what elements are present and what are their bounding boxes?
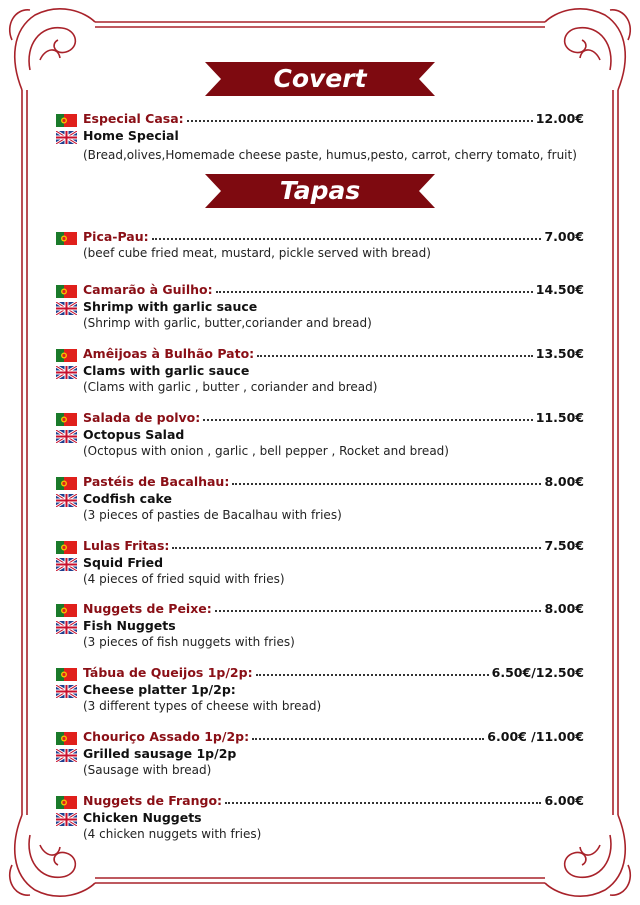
item-name-pt: Nuggets de Frango: xyxy=(83,793,223,808)
dot-leader xyxy=(232,483,541,485)
item-name-en: Home Special xyxy=(83,128,179,143)
item-portuguese-line xyxy=(56,345,584,362)
item-description: (beef cube fried meat, mustard, pickle served with bread) xyxy=(83,246,431,260)
portugal-flag-icon xyxy=(56,539,77,552)
item-portuguese-line xyxy=(56,728,584,745)
section-title: Tapas xyxy=(279,176,361,205)
section-banner-tapas xyxy=(205,174,435,208)
item-price: 14.50€ xyxy=(535,282,584,297)
item-english-line xyxy=(56,681,584,698)
menu-item xyxy=(56,728,584,779)
portugal-flag-icon xyxy=(56,794,77,807)
portugal-flag-icon xyxy=(56,283,77,296)
item-name-en: Squid Fried xyxy=(83,555,164,570)
portugal-flag-icon xyxy=(56,347,77,360)
menu-item xyxy=(56,409,584,460)
item-portuguese-line xyxy=(56,473,584,490)
item-name-en: Chicken Nuggets xyxy=(83,810,202,825)
item-english-line xyxy=(56,426,584,443)
menu-item xyxy=(56,664,584,715)
portugal-flag-icon xyxy=(56,112,77,125)
uk-flag-icon xyxy=(56,300,77,313)
item-portuguese-line xyxy=(56,664,584,681)
portugal-flag-icon xyxy=(56,475,77,488)
item-price: 8.00€ xyxy=(544,474,584,489)
item-price: 7.00€ xyxy=(544,229,584,244)
item-portuguese-line xyxy=(56,281,584,298)
item-price: 8.00€ xyxy=(544,601,584,616)
menu-item xyxy=(56,473,584,524)
section-banner-covert xyxy=(205,62,435,96)
dot-leader xyxy=(215,610,542,612)
item-description: (3 pieces of fish nuggets with fries) xyxy=(83,635,295,649)
menu-item xyxy=(56,537,584,588)
item-name-pt: Especial Casa: xyxy=(83,111,184,126)
item-price: 7.50€ xyxy=(544,538,584,553)
dot-leader xyxy=(256,674,489,676)
item-price: 6.00€ xyxy=(544,793,584,808)
item-description: (Octopus with onion , garlic , bell pepper , Rocket and bread) xyxy=(83,444,449,458)
uk-flag-icon xyxy=(56,683,77,696)
item-english-line xyxy=(56,809,584,826)
dot-leader xyxy=(252,738,484,740)
uk-flag-icon xyxy=(56,129,77,142)
item-name-pt: Amêijoas à Bulhão Pato: xyxy=(83,346,255,361)
dot-leader xyxy=(187,120,533,122)
dot-leader xyxy=(216,291,533,293)
item-name-en: Clams with garlic sauce xyxy=(83,363,250,378)
item-portuguese-line xyxy=(56,409,584,426)
uk-flag-icon xyxy=(56,364,77,377)
item-english-line xyxy=(56,298,584,315)
portugal-flag-icon xyxy=(56,602,77,615)
dot-leader xyxy=(257,355,533,357)
item-name-en: Fish Nuggets xyxy=(83,618,176,633)
item-description: (4 chicken nuggets with fries) xyxy=(83,827,262,841)
item-english-line xyxy=(56,745,584,762)
uk-flag-icon xyxy=(56,811,77,824)
item-name-pt: Lulas Fritas: xyxy=(83,538,170,553)
item-description: (Sausage with bread) xyxy=(83,763,212,777)
item-price: 12.00€ xyxy=(535,111,584,126)
item-description: (Clams with garlic , butter , coriander and bread) xyxy=(83,380,378,394)
item-english-line xyxy=(56,127,584,144)
item-name-pt: Pastéis de Bacalhau: xyxy=(83,474,230,489)
item-description: (Shrimp with garlic, butter,coriander and bread) xyxy=(83,316,372,330)
item-price: 13.50€ xyxy=(535,346,584,361)
portugal-flag-icon xyxy=(56,411,77,424)
item-price: 11.50€ xyxy=(535,410,584,425)
uk-flag-icon xyxy=(56,556,77,569)
item-description: (Bread,olives,Homemade cheese paste, humus,pesto, carrot, cherry tomato, fruit) xyxy=(83,148,577,162)
item-name-en: Cheese platter 1p/2p: xyxy=(83,682,236,697)
menu-item xyxy=(56,110,584,164)
item-portuguese-line xyxy=(56,537,584,554)
item-english-line xyxy=(56,490,584,507)
dot-leader xyxy=(172,547,541,549)
item-portuguese-line xyxy=(56,600,584,617)
item-name-pt: Camarão à Guilho: xyxy=(83,282,213,297)
dot-leader xyxy=(203,419,533,421)
item-price: 6.50€/12.50€ xyxy=(491,665,584,680)
menu-item xyxy=(56,228,584,262)
item-name-en: Octopus Salad xyxy=(83,427,185,442)
item-english-line xyxy=(56,617,584,634)
item-description: (4 pieces of fried squid with fries) xyxy=(83,572,285,586)
uk-flag-icon xyxy=(56,492,77,505)
uk-flag-icon xyxy=(56,619,77,632)
item-name-en: Shrimp with garlic sauce xyxy=(83,299,258,314)
portugal-flag-icon xyxy=(56,230,77,243)
uk-flag-icon xyxy=(56,747,77,760)
item-description: (3 different types of cheese with bread) xyxy=(83,699,322,713)
item-name-en: Codfish cake xyxy=(83,491,172,506)
item-portuguese-line xyxy=(56,110,584,127)
item-name-en: Grilled sausage 1p/2p xyxy=(83,746,237,761)
item-portuguese-line xyxy=(56,228,584,245)
item-name-pt: Salada de polvo: xyxy=(83,410,201,425)
item-price: 6.00€ /11.00€ xyxy=(487,729,584,744)
portugal-flag-icon xyxy=(56,666,77,679)
dot-leader xyxy=(152,238,542,240)
item-name-pt: Tábua de Queijos 1p/2p: xyxy=(83,665,253,680)
dot-leader xyxy=(225,802,541,804)
item-portuguese-line xyxy=(56,792,584,809)
item-name-pt: Chouriço Assado 1p/2p: xyxy=(83,729,250,744)
section-title: Covert xyxy=(273,64,367,93)
uk-flag-icon xyxy=(56,428,77,441)
menu-item xyxy=(56,600,584,651)
item-name-pt: Nuggets de Peixe: xyxy=(83,601,212,616)
menu-item xyxy=(56,792,584,843)
item-english-line xyxy=(56,554,584,571)
item-name-pt: Pica-Pau: xyxy=(83,229,149,244)
menu-item xyxy=(56,281,584,332)
menu-item xyxy=(56,345,584,396)
item-english-line xyxy=(56,362,584,379)
item-description: (3 pieces of pasties de Bacalhau with fries) xyxy=(83,508,342,522)
portugal-flag-icon xyxy=(56,730,77,743)
